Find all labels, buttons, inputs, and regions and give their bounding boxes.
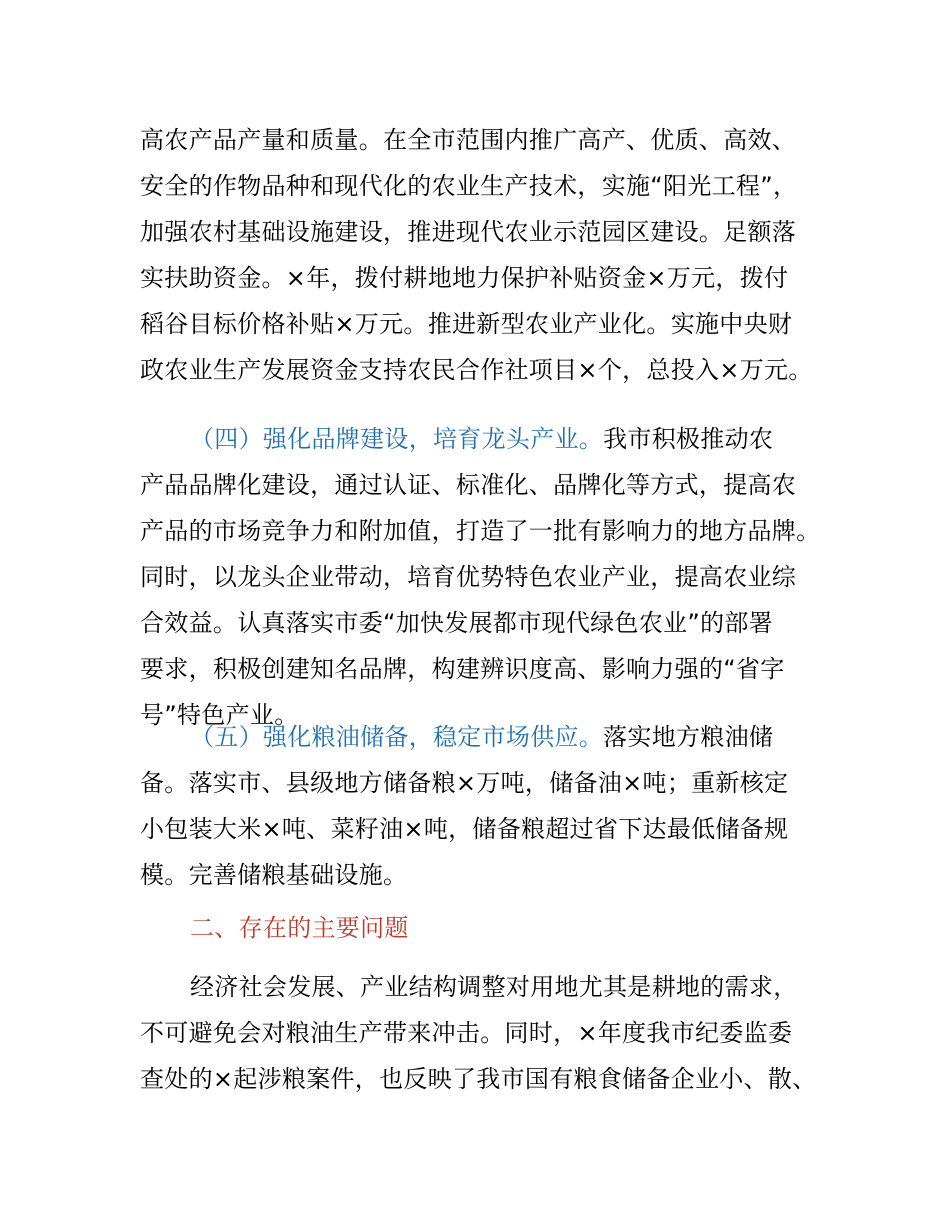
paragraph-line: 实扶助资金。×年，拨付耕地地力保护补贴资金×万元，拨付: [140, 264, 789, 292]
paragraph-line: 产品品牌化建设，通过认证、标准化、品牌化等方式，提高农: [140, 471, 797, 499]
paragraph-line: 要求，积极创建知名品牌，构建辨识度高、影响力强的“省字: [140, 655, 785, 683]
paragraph-1: [140, 117, 830, 393]
paragraph-line: 不可避免会对粮油生产带来冲击。同时，×年度我市纪委监委: [140, 1019, 793, 1047]
paragraph-line: 小包装大米×吨、菜籽油×吨，储备粮超过省下达最低储备规: [140, 815, 789, 843]
paragraph-brand-building: [140, 416, 830, 738]
paragraph-text: 落实地方粮油储: [603, 723, 774, 751]
paragraph-line: 合效益。认真落实市委“加快发展都市现代绿色农业”的部署: [140, 609, 773, 637]
paragraph-line: 号”特色产业。: [140, 701, 299, 729]
paragraph-first-line: [140, 416, 830, 462]
section-title-block: [140, 905, 830, 951]
paragraph-line: 加强农村基础设施建设，推进现代农业示范园区建设。足额落: [140, 218, 797, 246]
paragraph-line: 同时，以龙头企业带动，培育优势特色农业产业，提高农业综: [140, 563, 797, 591]
paragraph-problems: [140, 964, 830, 1102]
paragraph-line: 安全的作物品种和现代化的农业生产技术，实施“阳光工程”，: [140, 172, 798, 200]
paragraph-first-line: [140, 714, 830, 760]
paragraph-line: 政农业生产发展资金支持农民合作社项目×个，总投入×万元。: [140, 356, 813, 384]
paragraph-line: 经济社会发展、产业结构调整对用地尤其是耕地的需求，: [190, 973, 798, 1001]
paragraph-line: 模。完善储粮基础设施。: [140, 861, 408, 889]
paragraph-line: 查处的×起涉粮案件，也反映了我市国有粮食储备企业小、散、: [140, 1065, 817, 1093]
paragraph-grain-reserve: [140, 714, 830, 898]
subsection-heading-5: （五）强化粮油储备，稳定市场供应。: [190, 723, 604, 751]
section-title: 二、存在的主要问题: [190, 914, 409, 942]
paragraph-line: 高农产品产量和质量。在全市范围内推广高产、优质、高效、: [140, 126, 797, 154]
paragraph-line: 备。落实市、县级地方储备粮×万吨，储备油×吨；重新核定: [140, 769, 789, 797]
paragraph-line: 稻谷目标价格补贴×万元。推进新型农业产业化。实施中央财: [140, 310, 793, 338]
subsection-heading-4: （四）强化品牌建设，培育龙头产业。: [190, 425, 604, 453]
paragraph-line: 产品的市场竞争力和附加值，打造了一批有影响力的地方品牌。: [140, 517, 821, 545]
paragraph-text: 我市积极推动农: [603, 425, 774, 453]
